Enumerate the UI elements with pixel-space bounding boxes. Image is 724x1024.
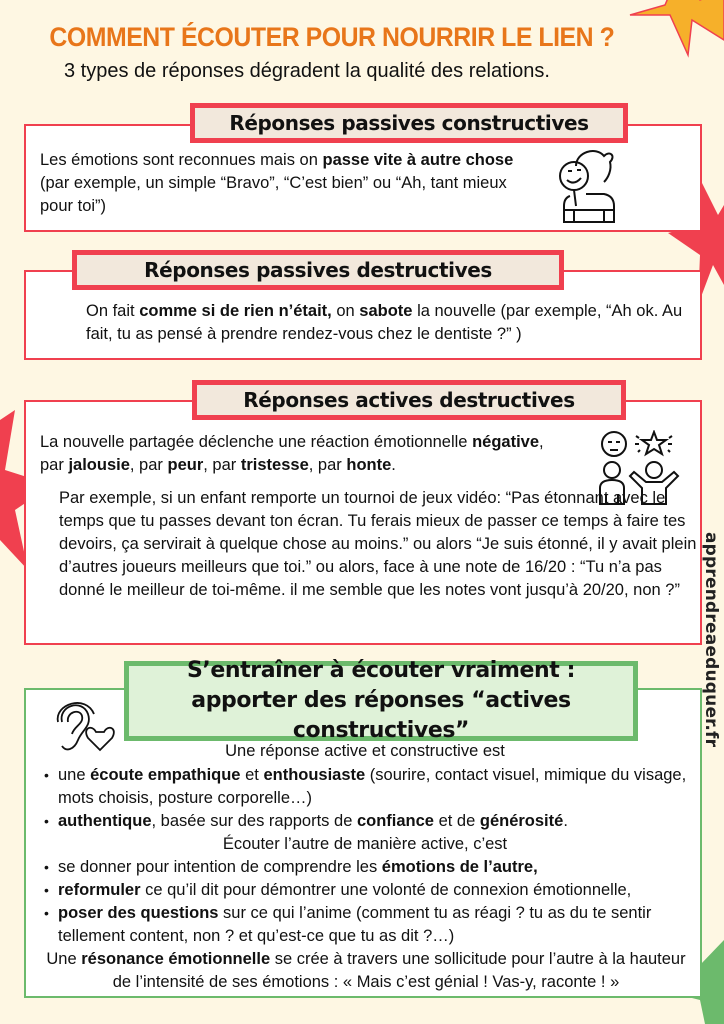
bold-text: authentique	[58, 812, 152, 830]
bold-text: confiance	[356, 812, 434, 830]
text-run: se crée à travers une sollicitude pour l’autre à la hauteur de l’intensité de ses émotions : « Mais c’est génial ! Vas-y, raconte ! »	[112, 950, 686, 991]
intro-text-1: Une réponse active et constructive est	[225, 742, 505, 760]
text-run: une	[58, 766, 91, 784]
text-run: Les émotions sont reconnues mais on	[40, 151, 323, 169]
section-text	[40, 431, 560, 477]
bold-text: honte	[346, 456, 392, 474]
text-run: .	[391, 456, 396, 474]
page-subtitle: 3 types de réponses dégradent la qualité des relations.	[64, 60, 550, 82]
card-active-destructive	[24, 400, 702, 645]
text-run: La nouvelle partagée déclenche une réaction émotionnelle	[40, 433, 473, 451]
conclusion-text	[46, 948, 686, 994]
heading-active-constructive: S’entraîner à écouter vraiment : apporter des réponses “actives constructives”	[124, 661, 638, 741]
text-run: (par exemple, un simple “Bravo”, “C’est bien” ou “Ah, tant mieux pour toi”)	[40, 174, 507, 215]
text-run: Une	[46, 950, 82, 968]
bold-text: passe vite à autre chose	[322, 151, 514, 169]
bold-text: négative	[472, 433, 540, 451]
bold-text: sabote	[359, 302, 413, 320]
text-run: et de	[433, 812, 480, 830]
list-item	[42, 902, 692, 948]
bold-text: comme si de rien n’était,	[139, 302, 332, 320]
text-run: , par	[129, 456, 168, 474]
text-run: on	[331, 302, 360, 320]
text-run: (sourire, contact visuel, mimique du visage, mots choisis, posture corporelle…)	[58, 766, 687, 807]
text-run: sur ce qui l’anime (comment tu as réagi ? tu as du te sentir tellement content, non ? et qu’est-ce que tu as dit ?…)	[58, 904, 652, 945]
heading-passive-constructive: Réponses passives constructives	[190, 103, 628, 143]
list-item	[42, 810, 692, 833]
bold-text: générosité	[479, 812, 564, 830]
text-run: , par	[40, 433, 544, 474]
bold-text: tristesse	[240, 456, 309, 474]
list-item	[42, 879, 692, 902]
text-run: ce qu’il dit pour démontrer une volonté de connexion émotionnelle,	[140, 881, 632, 899]
actions-list	[42, 856, 692, 948]
bold-text: émotions de l’autre,	[381, 858, 538, 876]
bold-text: écoute empathique	[90, 766, 241, 784]
text-run: la nouvelle (par exemple, “Ah ok. Au fait, tu as pensé à prendre rendez-vous chez le dentiste ?” )	[86, 302, 683, 343]
heading-active-destructive: Réponses actives destructives	[192, 380, 626, 420]
bold-text: jalousie	[68, 456, 130, 474]
jealous-friends-icon	[598, 430, 684, 506]
bold-text: reformuler	[58, 881, 141, 899]
qualities-list	[42, 764, 692, 833]
list-item	[42, 856, 692, 879]
text-run: .	[563, 812, 568, 830]
intro-text-2: Écouter l’autre de manière active, c’est	[222, 835, 508, 853]
text-run: On fait	[86, 302, 140, 320]
list-item	[42, 764, 692, 810]
example-text: Par exemple, si un enfant remporte un tournoi de jeux vidéo: “Pas étonnant avec le temps que tu passes devant ton écran. Tu ferais mieux de passer ce temps à faire tes devoirs, ça servirait à quelque chose au moins.” ou alors “Je suis étonné, il y avait plein d’autres joueurs meilleurs que toi.” ou alors, face à une note de 16/20 : “Tu n’a pas donné le meilleur de toi-même. il me semble que les notes vont jusqu’à 20/20, non ?”	[59, 489, 697, 599]
heading-passive-destructive: Réponses passives destructives	[72, 250, 564, 290]
text-run: et	[240, 766, 264, 784]
bold-text: résonance émotionnelle	[81, 950, 271, 968]
page-title: COMMENT ÉCOUTER POUR NOURRIR LE LIEN ?	[49, 22, 615, 52]
text-run: , basée sur des rapports de	[151, 812, 357, 830]
bold-text: peur	[167, 456, 204, 474]
mask-person-icon	[554, 144, 624, 224]
bold-text: poser des questions	[58, 904, 219, 922]
section-text	[86, 300, 696, 346]
text-run: , par	[308, 456, 347, 474]
bold-text: enthousiaste	[263, 766, 366, 784]
text-run: se donner pour intention de comprendre les	[58, 858, 382, 876]
section-text	[40, 149, 538, 218]
text-run: , par	[203, 456, 241, 474]
watermark-url: apprendreaeduquer.fr	[701, 532, 721, 748]
